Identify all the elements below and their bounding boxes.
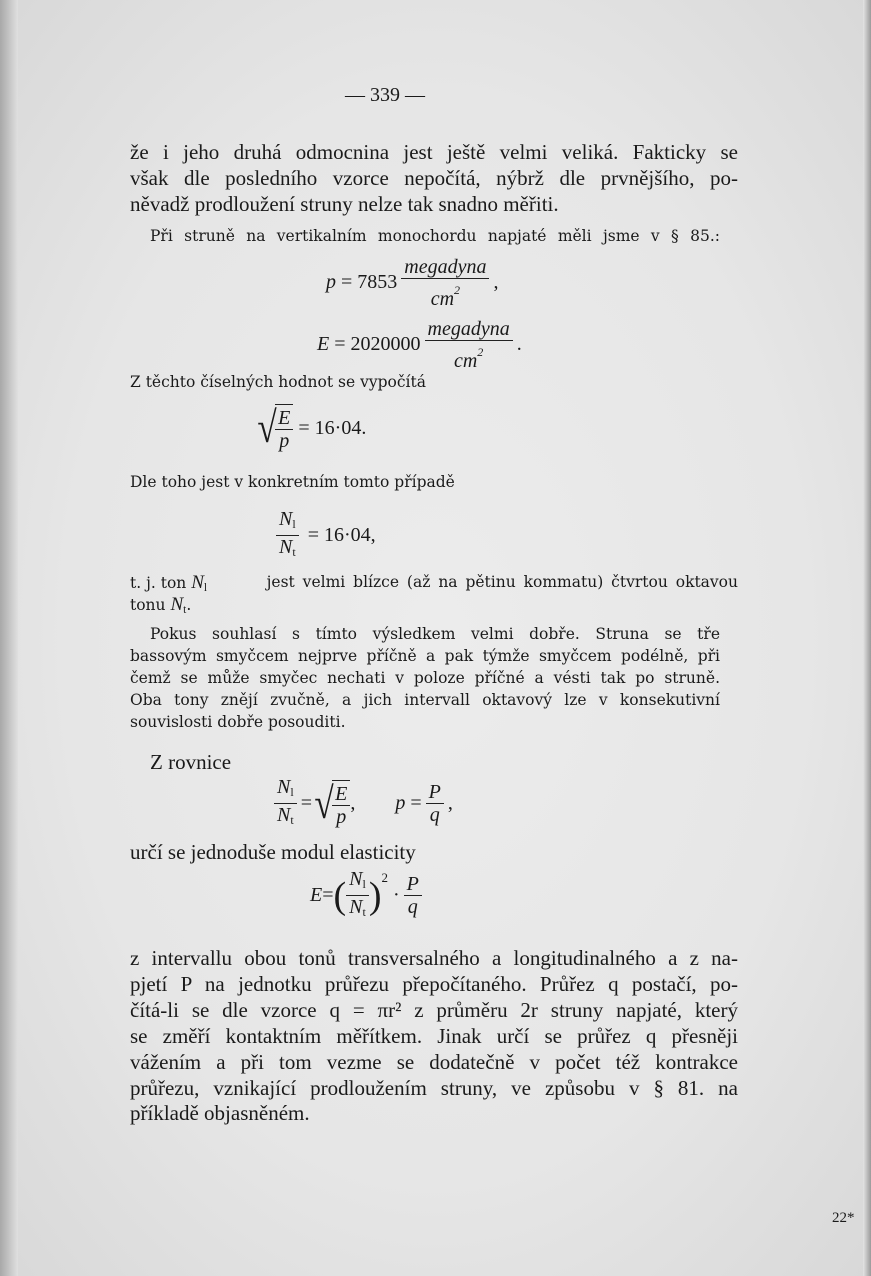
- text: tonu: [130, 596, 166, 614]
- eq-lhs: p: [326, 271, 336, 294]
- text-line: vážením a při tom vezme se dodatečně v počet též kontrakce: [130, 1050, 738, 1074]
- signature-mark: 22*: [832, 1210, 855, 1226]
- eq-sign: =: [307, 524, 319, 546]
- square-root: √ $\frac{E}{p}$: [255, 404, 293, 452]
- equation-p: [326, 256, 498, 310]
- symbol-N: N: [277, 804, 291, 826]
- fraction-numerator: megadyna: [425, 318, 513, 341]
- eq-value: 2020000: [350, 333, 421, 356]
- fraction-numerator: P: [426, 781, 444, 804]
- equation-ratio: [272, 508, 376, 563]
- symbol-N: N: [277, 776, 291, 798]
- text: t. j. ton: [130, 574, 187, 592]
- page-edge-right: [863, 0, 871, 1276]
- subscript: t: [362, 905, 366, 919]
- subscript: t: [290, 813, 294, 827]
- text-line: [130, 594, 738, 621]
- fraction-denominator: q: [407, 896, 418, 918]
- text-line: průřezu, vznikající prodloužením struny, ve způsobu v § 81. na: [130, 1076, 738, 1100]
- eq-sign: =: [334, 333, 346, 356]
- fraction-numerator: P: [404, 873, 422, 896]
- text-line: Z rovnice: [150, 750, 232, 774]
- symbol-N: N: [349, 868, 363, 890]
- symbol-N: N: [349, 896, 363, 918]
- text-line: něvadž prodloužení struny nelze tak snadno měřiti.: [130, 192, 559, 216]
- fraction-denominator: cm: [453, 349, 478, 372]
- fraction-denominator: q: [429, 804, 440, 826]
- eq-value: 16·04.: [314, 416, 367, 439]
- text-line: Dle toho jest v konkretním tomto případě: [130, 473, 455, 491]
- page-number: — 339 —: [345, 84, 425, 106]
- equation-sqrt: [255, 404, 366, 452]
- text: jest velmi blízce (až na pětinu kommatu) čtvrtou oktavou: [266, 573, 738, 591]
- text-line: Při struně na vertikalním monochordu napjaté měli jsme v § 85.:: [150, 227, 720, 245]
- eq-trail: .: [516, 333, 522, 356]
- exponent: 2: [477, 345, 484, 359]
- multiply-dot: ·: [393, 884, 400, 906]
- fraction-numerator: E: [332, 783, 350, 806]
- text-line: bassovým smyčcem nejprve příčně a pak týmže smyčcem podélně, při: [130, 647, 720, 665]
- eq-sign: =: [410, 792, 422, 814]
- fraction-numerator: megadyna: [401, 256, 489, 279]
- eq-trail: ,: [493, 271, 499, 294]
- text-line: Pokus souhlasí s tímto výsledkem velmi dobře. Struna se tře: [150, 625, 720, 643]
- equation-modulus: E = ( $\frac{N_l}{N_t}$ ) 2 · $\frac{P}{q}$: [310, 868, 426, 923]
- exponent: 2: [381, 870, 388, 885]
- text-line: Oba tony znějí zvučně, a jich intervall oktavový lze v konsekutivní: [130, 691, 720, 709]
- eq-sign: =: [341, 271, 353, 294]
- symbol-N: N: [279, 536, 293, 558]
- symbol-N: N: [170, 594, 184, 615]
- subscript: l: [290, 785, 294, 799]
- fraction-denominator: p: [279, 430, 290, 452]
- eq-sign: =: [322, 884, 334, 906]
- text-line: z intervallu obou tonů transversalného a longitudinalného a z na-: [130, 946, 738, 970]
- fraction-denominator: cm: [430, 287, 455, 310]
- symbol-E: E: [310, 884, 323, 906]
- text-line: že i jeho druhá odmocnina jest ještě velmi veliká. Fakticky se: [130, 140, 738, 164]
- equation-pair: $\frac{N_l}{N_t}$ = √ $\frac{E}{p}$ , p = $\frac{P}{q}$ ,: [270, 776, 453, 831]
- subscript: l: [292, 517, 296, 531]
- subscript: t: [183, 603, 187, 616]
- symbol-N: N: [191, 572, 204, 593]
- text-line: Z těchto číselných hodnot se vypočítá: [130, 373, 426, 391]
- text-line: příkladě objasněném.: [130, 1101, 310, 1125]
- text-line: čítá-li se dle vzorce q = πr² z průměru 2r struny napjaté, který: [130, 998, 738, 1022]
- symbol-N: N: [279, 508, 293, 530]
- text: .: [186, 596, 192, 614]
- eq-lhs: E: [317, 333, 330, 356]
- fraction-numerator: E: [275, 407, 293, 430]
- fraction-denominator: p: [336, 805, 347, 828]
- text-line: souvislosti dobře posouditi.: [130, 713, 346, 731]
- text-line: se změří kontaktním měřítkem. Jinak určí se průřez q přesněji: [130, 1024, 738, 1048]
- subscript: t: [292, 545, 296, 559]
- page-edge-left: [0, 0, 18, 1276]
- text-line: však dle posledního vzorce nepočítá, nýbrž dle prvnějšího, po-: [130, 166, 738, 190]
- eq-value: 7853: [357, 271, 398, 294]
- text-line: pjetí P na jednotku průřezu přepočítaného. Průřez q postačí, po-: [130, 972, 738, 996]
- eq-sign: =: [300, 792, 312, 814]
- exponent: 2: [454, 283, 461, 297]
- equation-E: [317, 318, 522, 372]
- text-line: čemž se může smyčec nechati v poloze příčné a vésti tak po struně.: [130, 669, 720, 687]
- eq-value: 16·04,: [323, 524, 376, 546]
- symbol-p: p: [395, 792, 406, 814]
- subscript: l: [203, 581, 208, 594]
- eq-sign: =: [298, 416, 310, 439]
- text-line: určí se jednoduše modul elasticity: [130, 840, 416, 864]
- subscript: l: [362, 877, 366, 891]
